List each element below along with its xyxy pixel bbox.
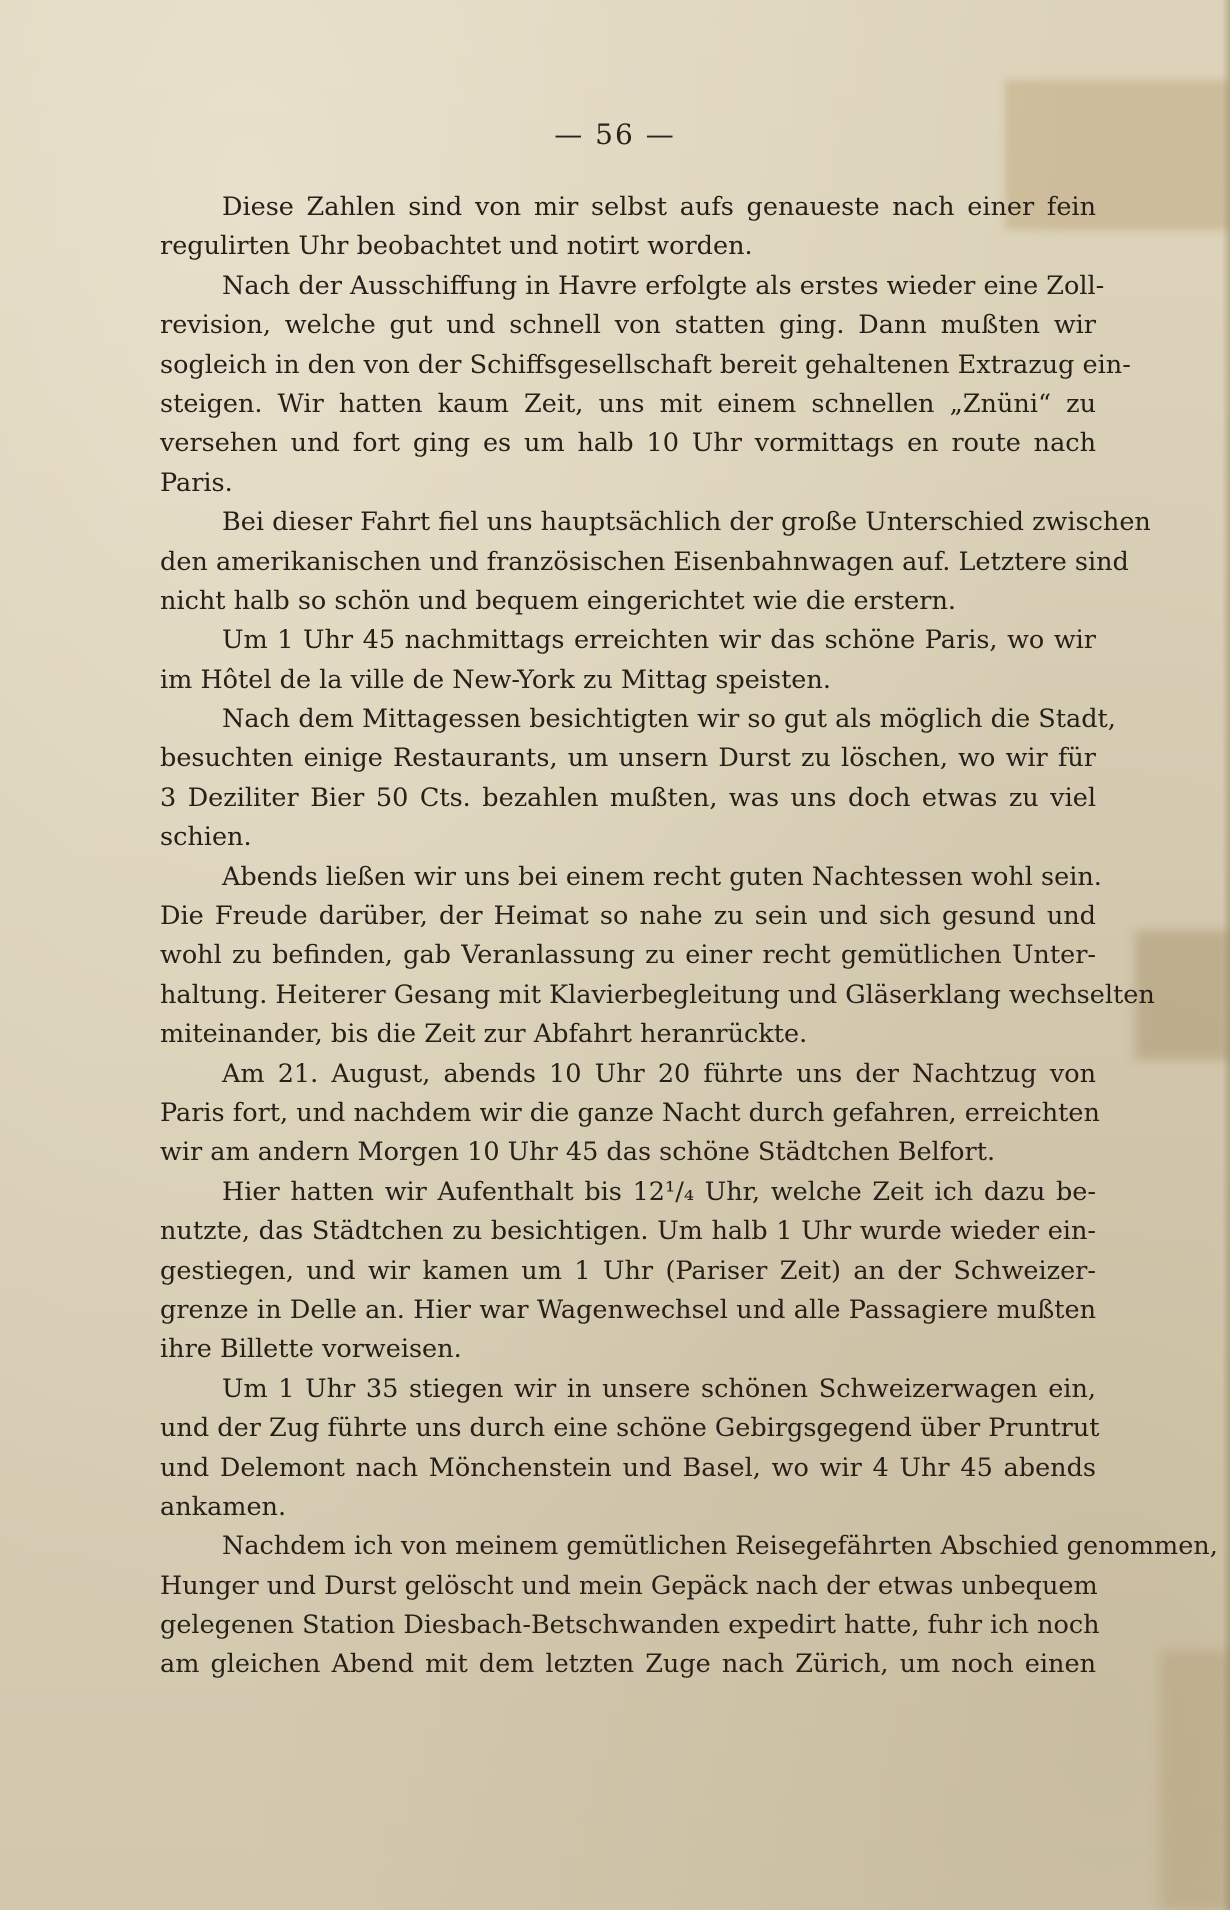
text-line: Um 1 Uhr 45 nachmittags erreichten wir das schöne Paris, wo wir bbox=[222, 625, 1096, 656]
text-line: schien. bbox=[160, 822, 252, 853]
text-line: Bei dieser Fahrt fiel uns hauptsächlich der große Unterschied zwischen bbox=[222, 507, 1151, 538]
text-line: und Delemont nach Mönchenstein und Basel, wo wir 4 Uhr 45 abends bbox=[160, 1452, 1096, 1483]
text-line: gestiegen, und wir kamen um 1 Uhr (Pariser Zeit) an der Schweizer- bbox=[160, 1255, 1096, 1286]
text-line: sogleich in den von der Schiffsgesellschaft bereit gehaltenen Extrazug ein- bbox=[160, 349, 1131, 380]
text-line: Nach der Ausschiffung in Havre erfolgte als erstes wieder eine Zoll- bbox=[222, 270, 1105, 301]
page-edge-shadow bbox=[1222, 0, 1230, 1910]
text-line: Hunger und Durst gelöscht und mein Gepäck nach der etwas unbequem bbox=[160, 1570, 1098, 1601]
text-line: 3 Deziliter Bier 50 Cts. bezahlen mußten, was uns doch etwas zu viel bbox=[160, 782, 1096, 813]
text-line: ankamen. bbox=[160, 1491, 287, 1522]
page-number: — 56 — bbox=[554, 118, 676, 151]
text-line: ihre Billette vorweisen. bbox=[160, 1334, 462, 1365]
text-line: grenze in Delle an. Hier war Wagenwechsel und alle Passagiere mußten bbox=[160, 1294, 1096, 1325]
text-line: besuchten einige Restaurants, um unsern Durst zu löschen, wo wir für bbox=[160, 743, 1096, 774]
text-line: steigen. Wir hatten kaum Zeit, uns mit einem schnellen „Znüni“ zu bbox=[160, 388, 1096, 419]
text-line: Die Freude darüber, der Heimat so nahe zu sein und sich gesund und bbox=[160, 901, 1096, 932]
body-text bbox=[160, 188, 1218, 1685]
text-line: Nachdem ich von meinem gemütlichen Reisegefährten Abschied genommen, bbox=[222, 1531, 1218, 1562]
text-line: Abends ließen wir uns bei einem recht guten Nachtessen wohl sein. bbox=[222, 861, 1102, 892]
text-line: Nach dem Mittagessen besichtigten wir so gut als möglich die Stadt, bbox=[222, 704, 1116, 735]
text-line: den amerikanischen und französischen Eisenbahnwagen auf. Letztere sind bbox=[160, 546, 1129, 577]
text-line: und der Zug führte uns durch eine schöne Gebirgsgegend über Pruntrut bbox=[160, 1413, 1100, 1444]
paper-stain bbox=[1160, 1650, 1230, 1910]
text-line: gelegenen Station Diesbach-Betschwanden expedirt hatte, fuhr ich noch bbox=[160, 1610, 1100, 1641]
text-line: Diese Zahlen sind von mir selbst aufs genaueste nach einer fein bbox=[222, 192, 1096, 222]
text-line: Paris fort, und nachdem wir die ganze Nacht durch gefahren, erreichten bbox=[160, 1097, 1100, 1128]
text-line: Am 21. August, abends 10 Uhr 20 führte uns der Nachtzug von bbox=[222, 1058, 1096, 1089]
text-line: Hier hatten wir Aufenthalt bis 12¹/₄ Uhr, welche Zeit ich dazu be- bbox=[222, 1176, 1096, 1207]
text-line: im Hôtel de la ville de New-York zu Mittag speisten. bbox=[160, 664, 831, 695]
text-line: Paris. bbox=[160, 467, 233, 498]
text-line: Um 1 Uhr 35 stiegen wir in unsere schönen Schweizerwagen ein, bbox=[222, 1373, 1096, 1404]
text-line: wohl zu befinden, gab Veranlassung zu einer recht gemütlichen Unter- bbox=[160, 940, 1096, 971]
text-line: wir am andern Morgen 10 Uhr 45 das schöne Städtchen Belfort. bbox=[160, 1137, 996, 1168]
text-line: nicht halb so schön und bequem eingerichtet wie die erstern. bbox=[160, 585, 956, 616]
text-line: regulirten Uhr beobachtet und notirt worden. bbox=[160, 231, 753, 262]
text-line: revision, welche gut und schnell von statten ging. Dann mußten wir bbox=[160, 310, 1096, 341]
text-line: miteinander, bis die Zeit zur Abfahrt heranrückte. bbox=[160, 1019, 808, 1050]
text-line: haltung. Heiterer Gesang mit Klavierbegleitung und Gläserklang wechselten bbox=[160, 979, 1155, 1010]
text-line: am gleichen Abend mit dem letzten Zuge nach Zürich, um noch einen bbox=[160, 1649, 1096, 1680]
text-line: versehen und fort ging es um halb 10 Uhr vormittags en route nach bbox=[160, 428, 1096, 459]
text-line: nutzte, das Städtchen zu besichtigen. Um halb 1 Uhr wurde wieder ein- bbox=[160, 1216, 1096, 1247]
